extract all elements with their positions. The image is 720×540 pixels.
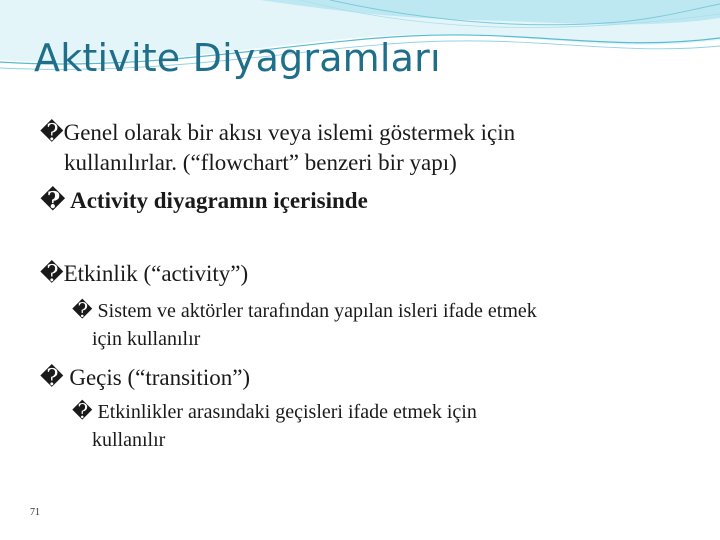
bullet-item [40, 118, 515, 148]
bullet-glyph-icon: � [72, 401, 93, 423]
bullet-text: Genel olarak bir akısı veya islemi göstermek için [63, 120, 516, 145]
bullet-glyph-icon: � [40, 120, 64, 145]
bullet-item [40, 259, 248, 289]
bullet-continuation: için kullanılır [92, 328, 201, 350]
bullet-text: Etkinlikler arasındaki geçisleri ifade etmek için [92, 401, 477, 423]
bullet-glyph-icon: � [40, 188, 66, 213]
bullet-glyph-icon: � [40, 365, 64, 390]
sub-bullet-item [72, 399, 477, 426]
page-number: 71 [30, 507, 40, 518]
bullet-continuation: kullanılır [92, 429, 166, 451]
bullet-text: Geçis (“transition”) [63, 365, 251, 390]
bullet-item [40, 363, 250, 393]
bullet-text: Sistem ve aktörler tarafından yapılan isleri ifade etmek [92, 300, 537, 322]
bullet-glyph-icon: � [40, 261, 64, 286]
bullet-text: Activity diyagramın içerisinde [65, 188, 368, 213]
slide-title: Aktivite Diyagramları [34, 36, 441, 80]
bullet-continuation: kullanılırlar. (“flowchart” benzeri bir yapı) [64, 150, 457, 175]
bullet-text: Etkinlik (“activity”) [63, 261, 249, 286]
bullet-item [40, 186, 368, 216]
sub-bullet-item [72, 298, 537, 325]
bullet-glyph-icon: � [72, 300, 93, 322]
